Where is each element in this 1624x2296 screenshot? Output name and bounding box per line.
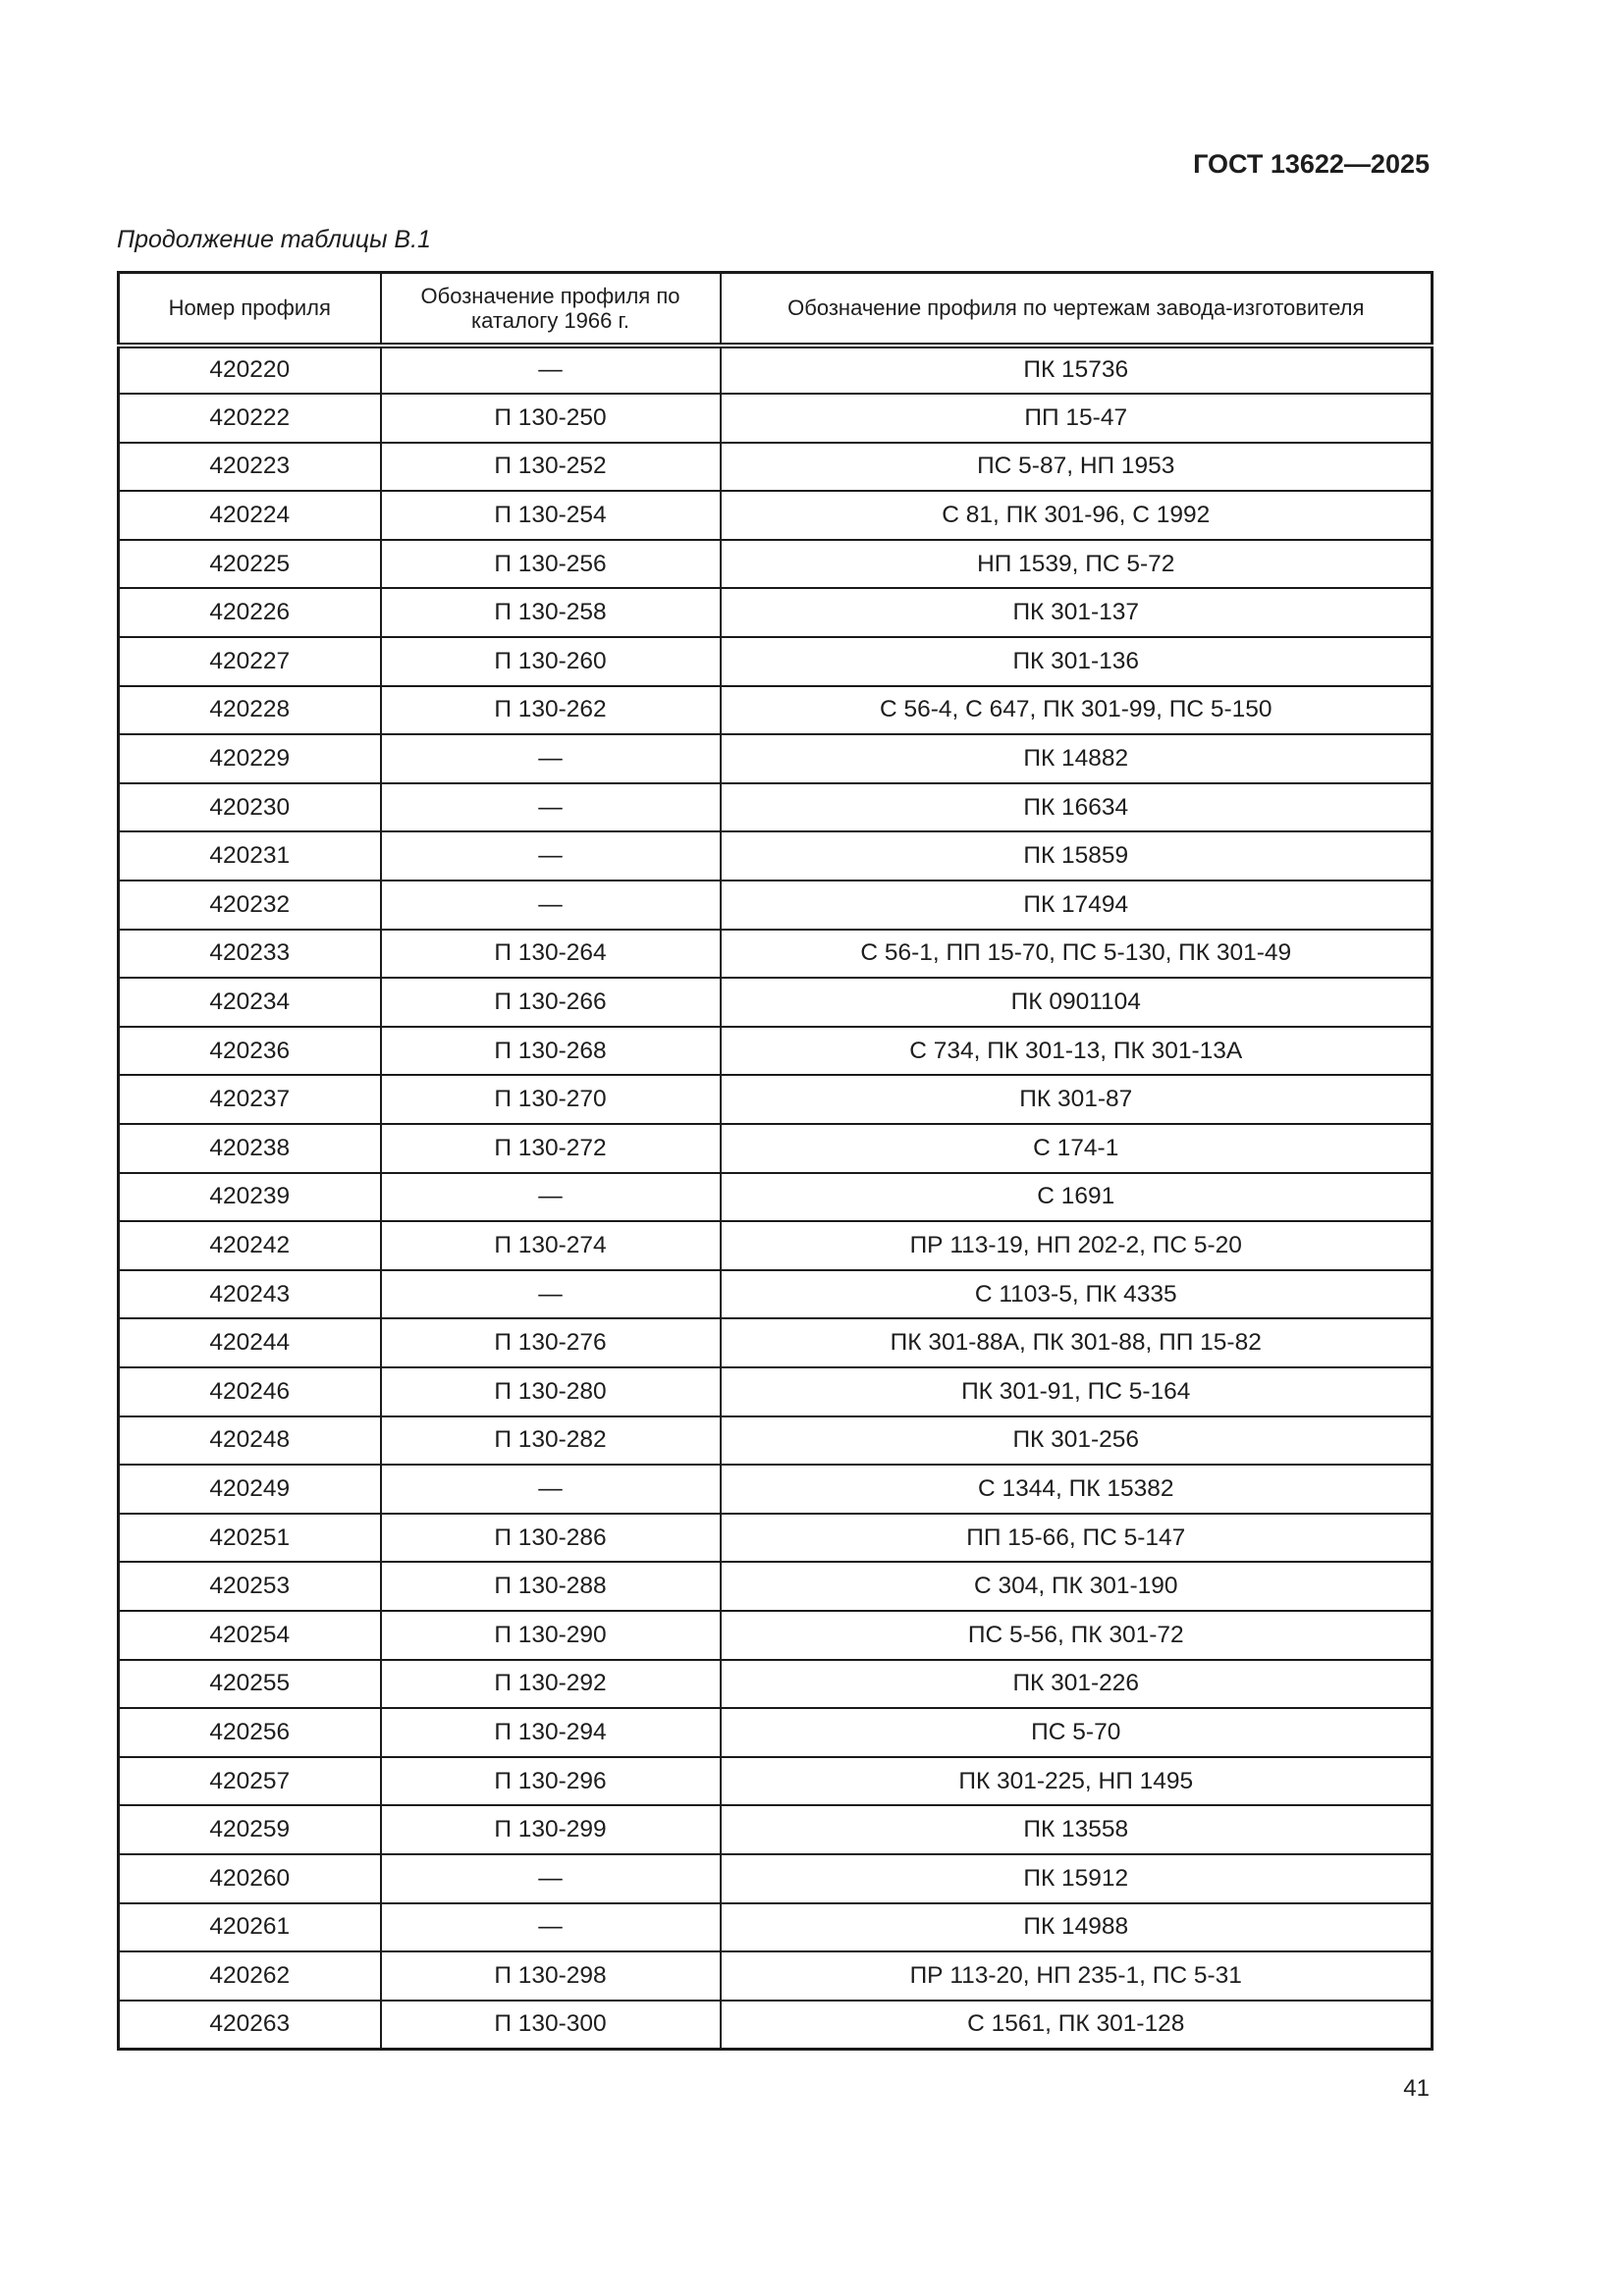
catalog-1966-cell: П 130-282 — [381, 1416, 721, 1466]
profile-number-cell: 420251 — [119, 1514, 381, 1563]
factory-drawings-cell: ПП 15-66, ПС 5-147 — [721, 1514, 1433, 1563]
catalog-1966-cell: — — [381, 734, 721, 783]
profile-number-cell: 420260 — [119, 1854, 381, 1903]
table-row — [119, 540, 1433, 589]
profile-number-cell: 420263 — [119, 2001, 381, 2050]
factory-drawings-cell: ПК 14882 — [721, 734, 1433, 783]
factory-drawings-cell: ПК 301-87 — [721, 1075, 1433, 1124]
factory-drawings-cell: С 1691 — [721, 1173, 1433, 1222]
factory-drawings-cell: ПП 15-47 — [721, 394, 1433, 443]
table-row — [119, 637, 1433, 686]
profile-number-cell: 420236 — [119, 1027, 381, 1076]
catalog-1966-cell: П 130-254 — [381, 491, 721, 540]
catalog-1966-cell: П 130-300 — [381, 2001, 721, 2050]
profile-number-cell: 420223 — [119, 443, 381, 492]
table-row — [119, 1270, 1433, 1319]
catalog-1966-cell: — — [381, 831, 721, 881]
factory-drawings-cell: ПК 16634 — [721, 783, 1433, 832]
profile-number-cell: 420226 — [119, 588, 381, 637]
factory-drawings-cell: С 56-1, ПП 15-70, ПС 5-130, ПК 301-49 — [721, 930, 1433, 979]
table-row — [119, 1124, 1433, 1173]
table-row — [119, 2001, 1433, 2050]
profile-number-cell: 420261 — [119, 1903, 381, 1952]
factory-drawings-cell: ПК 15859 — [721, 831, 1433, 881]
profile-number-cell: 420248 — [119, 1416, 381, 1466]
profile-number-cell: 420244 — [119, 1318, 381, 1367]
factory-drawings-cell: ПК 17494 — [721, 881, 1433, 930]
catalog-1966-cell: П 130-264 — [381, 930, 721, 979]
factory-drawings-cell: ПС 5-70 — [721, 1708, 1433, 1757]
factory-drawings-cell: ПК 0901104 — [721, 978, 1433, 1027]
factory-drawings-cell: ПК 301-91, ПС 5-164 — [721, 1367, 1433, 1416]
catalog-1966-cell: П 130-252 — [381, 443, 721, 492]
profile-number-cell: 420254 — [119, 1611, 381, 1660]
table-row — [119, 1805, 1433, 1854]
catalog-1966-cell: — — [381, 1173, 721, 1222]
catalog-1966-cell: П 130-276 — [381, 1318, 721, 1367]
profile-number-cell: 420237 — [119, 1075, 381, 1124]
table-row — [119, 881, 1433, 930]
catalog-1966-cell: — — [381, 881, 721, 930]
catalog-1966-cell: П 130-256 — [381, 540, 721, 589]
table-row — [119, 491, 1433, 540]
factory-drawings-cell: ПР 113-19, НП 202-2, ПС 5-20 — [721, 1221, 1433, 1270]
table-row — [119, 1611, 1433, 1660]
column-header-catalog-1966: Обозначение профиля по каталогу 1966 г. — [381, 273, 721, 346]
profile-number-cell: 420256 — [119, 1708, 381, 1757]
catalog-1966-cell: — — [381, 1465, 721, 1514]
profile-number-cell: 420238 — [119, 1124, 381, 1173]
catalog-1966-cell: П 130-258 — [381, 588, 721, 637]
table-row — [119, 1854, 1433, 1903]
table-row — [119, 443, 1433, 492]
factory-drawings-cell: НП 1539, ПС 5-72 — [721, 540, 1433, 589]
profile-number-cell: 420232 — [119, 881, 381, 930]
catalog-1966-cell: П 130-288 — [381, 1562, 721, 1611]
factory-drawings-cell: ПК 14988 — [721, 1903, 1433, 1952]
profile-number-cell: 420224 — [119, 491, 381, 540]
profile-number-cell: 420253 — [119, 1562, 381, 1611]
profile-number-cell: 420243 — [119, 1270, 381, 1319]
factory-drawings-cell: ПР 113-20, НП 235-1, ПС 5-31 — [721, 1951, 1433, 2001]
factory-drawings-cell: ПК 301-88А, ПК 301-88, ПП 15-82 — [721, 1318, 1433, 1367]
profile-number-cell: 420222 — [119, 394, 381, 443]
table-row — [119, 1027, 1433, 1076]
table-row — [119, 1416, 1433, 1466]
factory-drawings-cell: С 1561, ПК 301-128 — [721, 2001, 1433, 2050]
table-continuation-caption: Продолжение таблицы В.1 — [117, 226, 431, 253]
catalog-1966-cell: — — [381, 1854, 721, 1903]
catalog-1966-cell: П 130-266 — [381, 978, 721, 1027]
catalog-1966-cell: П 130-299 — [381, 1805, 721, 1854]
factory-drawings-cell: С 734, ПК 301-13, ПК 301-13А — [721, 1027, 1433, 1076]
profile-number-cell: 420239 — [119, 1173, 381, 1222]
table-row — [119, 1903, 1433, 1952]
catalog-1966-cell: П 130-286 — [381, 1514, 721, 1563]
factory-drawings-cell: С 81, ПК 301-96, С 1992 — [721, 491, 1433, 540]
factory-drawings-cell: ПК 301-256 — [721, 1416, 1433, 1466]
factory-drawings-cell: С 174-1 — [721, 1124, 1433, 1173]
factory-drawings-cell: ПК 301-226 — [721, 1660, 1433, 1709]
table-row — [119, 1075, 1433, 1124]
catalog-1966-cell: — — [381, 346, 721, 395]
table-row — [119, 783, 1433, 832]
table-row — [119, 1318, 1433, 1367]
table-row — [119, 1514, 1433, 1563]
profile-number-cell: 420242 — [119, 1221, 381, 1270]
catalog-1966-cell: П 130-298 — [381, 1951, 721, 2001]
factory-drawings-cell: С 1344, ПК 15382 — [721, 1465, 1433, 1514]
table-row — [119, 588, 1433, 637]
page-number: 41 — [1403, 2075, 1430, 2102]
catalog-1966-cell: — — [381, 1270, 721, 1319]
catalog-1966-cell: П 130-272 — [381, 1124, 721, 1173]
table-row — [119, 1367, 1433, 1416]
catalog-1966-cell: — — [381, 783, 721, 832]
catalog-1966-cell: П 130-270 — [381, 1075, 721, 1124]
table-row — [119, 1465, 1433, 1514]
table-row — [119, 686, 1433, 735]
table-row — [119, 930, 1433, 979]
profile-number-cell: 420231 — [119, 831, 381, 881]
factory-drawings-cell: ПС 5-87, НП 1953 — [721, 443, 1433, 492]
profile-number-cell: 420246 — [119, 1367, 381, 1416]
table-row — [119, 1173, 1433, 1222]
profiles-table — [117, 271, 1434, 2051]
profile-number-cell: 420228 — [119, 686, 381, 735]
factory-drawings-cell: ПК 13558 — [721, 1805, 1433, 1854]
catalog-1966-cell: П 130-296 — [381, 1757, 721, 1806]
profile-number-cell: 420230 — [119, 783, 381, 832]
profile-number-cell: 420227 — [119, 637, 381, 686]
profile-number-cell: 420257 — [119, 1757, 381, 1806]
catalog-1966-cell: П 130-260 — [381, 637, 721, 686]
table-row — [119, 1951, 1433, 2001]
factory-drawings-cell: ПК 15912 — [721, 1854, 1433, 1903]
catalog-1966-cell: П 130-268 — [381, 1027, 721, 1076]
factory-drawings-cell: ПК 301-136 — [721, 637, 1433, 686]
profile-number-cell: 420262 — [119, 1951, 381, 2001]
catalog-1966-cell: П 130-250 — [381, 394, 721, 443]
catalog-1966-cell: П 130-294 — [381, 1708, 721, 1757]
table-row — [119, 1562, 1433, 1611]
table-row — [119, 346, 1433, 395]
catalog-1966-cell: П 130-292 — [381, 1660, 721, 1709]
catalog-1966-cell: П 130-290 — [381, 1611, 721, 1660]
table-row — [119, 734, 1433, 783]
column-header-factory-drawings: Обозначение профиля по чертежам завода-изготовителя — [721, 273, 1433, 346]
factory-drawings-cell: ПК 301-137 — [721, 588, 1433, 637]
table-row — [119, 1221, 1433, 1270]
table-header-row — [119, 273, 1433, 346]
table-row — [119, 1660, 1433, 1709]
catalog-1966-cell: П 130-280 — [381, 1367, 721, 1416]
factory-drawings-cell: ПС 5-56, ПК 301-72 — [721, 1611, 1433, 1660]
column-header-profile-number: Номер профиля — [119, 273, 381, 346]
profile-number-cell: 420234 — [119, 978, 381, 1027]
profile-number-cell: 420225 — [119, 540, 381, 589]
document-standard-number: ГОСТ 13622—2025 — [1193, 149, 1430, 179]
profile-number-cell: 420233 — [119, 930, 381, 979]
table-row — [119, 978, 1433, 1027]
table-row — [119, 394, 1433, 443]
profile-number-cell: 420255 — [119, 1660, 381, 1709]
factory-drawings-cell: ПК 301-225, НП 1495 — [721, 1757, 1433, 1806]
catalog-1966-cell: П 130-262 — [381, 686, 721, 735]
profile-number-cell: 420229 — [119, 734, 381, 783]
catalog-1966-cell: — — [381, 1903, 721, 1952]
factory-drawings-cell: ПК 15736 — [721, 346, 1433, 395]
factory-drawings-cell: С 1103-5, ПК 4335 — [721, 1270, 1433, 1319]
factory-drawings-cell: С 56-4, С 647, ПК 301-99, ПС 5-150 — [721, 686, 1433, 735]
profile-number-cell: 420249 — [119, 1465, 381, 1514]
profile-number-cell: 420259 — [119, 1805, 381, 1854]
table-row — [119, 831, 1433, 881]
profile-number-cell: 420220 — [119, 346, 381, 395]
factory-drawings-cell: С 304, ПК 301-190 — [721, 1562, 1433, 1611]
table-row — [119, 1708, 1433, 1757]
catalog-1966-cell: П 130-274 — [381, 1221, 721, 1270]
table-row — [119, 1757, 1433, 1806]
